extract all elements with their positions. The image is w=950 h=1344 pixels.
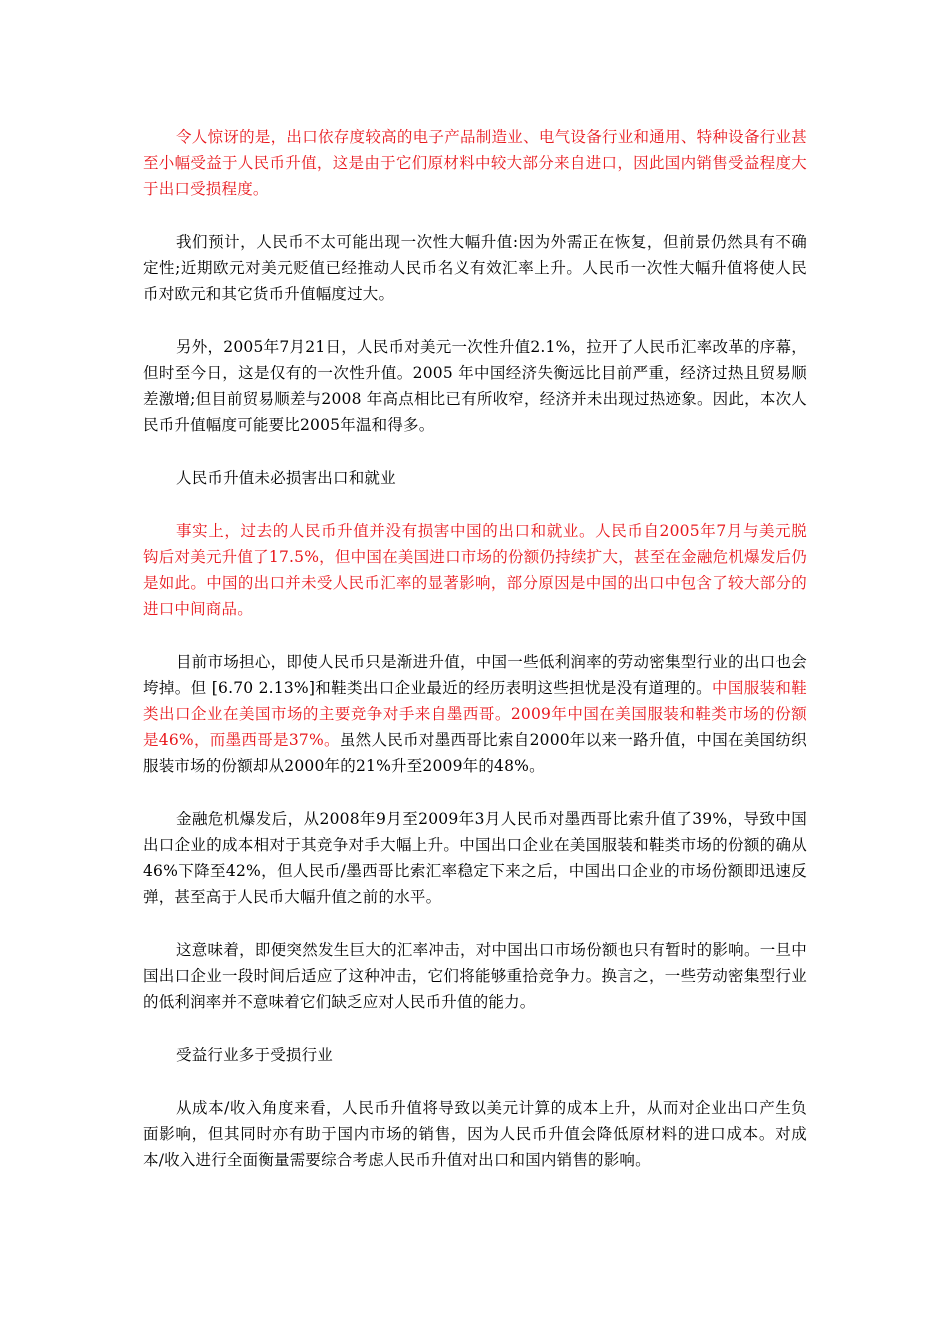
paragraph-financial-crisis: 金融危机爆发后，从2008年9月至2009年3月人民币对墨西哥比索升值了39%，导致中国出口企业的成本相对于其竞争对手大幅上升。中国出口企业在美国服装和鞋类市场的份额的确从46%下降至42%，但人民币/墨西哥比索汇率稳定下来之后，中国出口企业的市场份额即迅速反弹，甚至高于人民币大幅升值之前的水平。: [143, 810, 807, 906]
paragraph-electronics-benefit: 令人惊讶的是，出口依存度较高的电子产品制造业、电气设备行业和通用、特种设备行业甚至小幅受益于人民币升值，这是由于它们原材料中较大部分来自进口，因此国内销售受益程度大于出口受损程度。: [143, 128, 807, 198]
paragraph-mexico-text-red: 中国服装和鞋类出口企业在美国市场的主要竞争对手来自墨西哥。2009年中国在美国服装和鞋类市场的份额是46%，而墨西哥是37%。: [143, 679, 807, 749]
paragraph-past-appreciation: 事实上，过去的人民币升值并没有损害中国的出口和就业。人民币自2005年7月与美元脱钩后对美元升值了17.5%，但中国在美国进口市场的份额仍持续扩大，甚至在金融危机爆发后仍是如此。中国的出口并未受人民币汇率的显著影响，部分原因是中国的出口中包含了较大部分的进口中间商品。: [143, 522, 807, 618]
section-heading-beneficiary-industries: 受益行业多于受损行业: [176, 1046, 334, 1064]
paragraph-mexico-text-1: 目前市场担心，即使人民币只是渐进升值，中国一些低利润率的劳动密集型行业的出口也会垮掉。但 [6.70 2.13%]和鞋类出口企业最近的经历表明这些担忧是没有道理的。: [143, 653, 807, 697]
paragraph-no-one-time-revaluation: 我们预计，人民币不太可能出现一次性大幅升值:因为外需正在恢复，但前景仍然具有不确定性;近期欧元对美元贬值已经推动人民币名义有效汇率上升。人民币一次性大幅升值将使人民币对欧元和其它货币升值幅度过大。: [143, 233, 807, 303]
paragraph-cost-revenue: 从成本/收入角度来看，人民币升值将导致以美元计算的成本上升，从而对企业出口产生负面影响，但其同时亦有助于国内市场的销售，因为人民币升值会降低原材料的进口成本。对成本/收入进行全面衡量需要综合考虑人民币升值对出口和国内销售的影响。: [143, 1099, 807, 1169]
document-body: [143, 124, 807, 1200]
paragraph-mexico-competition: [143, 649, 807, 779]
paragraph-mexico-text-2: 虽然人民币对墨西哥比索自2000年以来一路升值，中国在美国纺织服装市场的份额却从2000年的21%升至2009年的48%。: [143, 731, 807, 775]
section-heading-exports-employment: 人民币升值未必损害出口和就业: [176, 469, 396, 487]
paragraph-temporary-impact: 这意味着，即便突然发生巨大的汇率冲击，对中国出口市场份额也只有暂时的影响。一旦中国出口企业一段时间后适应了这种冲击，它们将能够重拾竞争力。换言之，一些劳动密集型行业的低利润率并不意味着它们缺乏应对人民币升值的能力。: [143, 941, 807, 1011]
paragraph-2005-revaluation: 另外，2005年7月21日，人民币对美元一次性升值2.1%，拉开了人民币汇率改革的序幕，但时至今日，这是仅有的一次性升值。2005 年中国经济失衡远比目前严重，经济过热且贸易顺差激增;但目前贸易顺差与2008 年高点相比已有所收窄，经济并未出现过热迹象。因此，本次人民币升值幅度可能要比2005年温和得多。: [143, 338, 807, 434]
